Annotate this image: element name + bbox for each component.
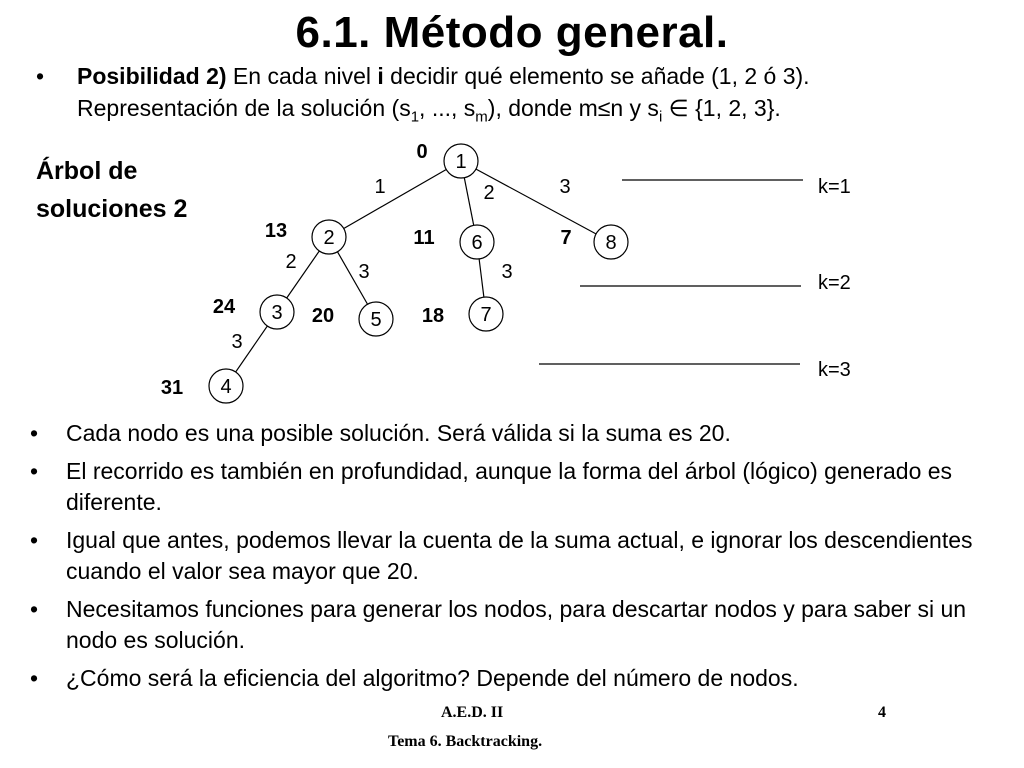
level-label: k=2 xyxy=(818,272,851,294)
tree-node-label: 1 xyxy=(455,151,467,173)
intro-text2: decidir qué elemento se añade (1, 2 ó 3). xyxy=(383,63,810,89)
edge-label: 3 xyxy=(231,331,243,353)
node-sum-label: 0 xyxy=(416,141,428,163)
footer-course: A.E.D. II xyxy=(441,704,504,721)
node-sum-label: 11 xyxy=(413,227,435,249)
node-sum-label: 31 xyxy=(160,377,184,399)
bullet-text: Cada nodo es una posible solución. Será válida si la suma es 20. xyxy=(66,420,731,446)
node-sum-label: 24 xyxy=(212,296,236,318)
intro-sub-m: m xyxy=(475,108,488,126)
level-label: k=1 xyxy=(818,176,851,198)
bullet-list xyxy=(30,418,1010,701)
footer-page-number: 4 xyxy=(878,704,886,721)
slide-title: 6.1. Método general. xyxy=(295,8,729,57)
edge-label: 1 xyxy=(374,176,386,198)
level-label: k=3 xyxy=(818,359,851,381)
bullet-item xyxy=(30,456,1010,518)
intro-line2-b: , ..., s xyxy=(419,95,476,121)
node-sum-label: 18 xyxy=(421,305,445,327)
bullet-mark: • xyxy=(30,665,39,691)
node-sum-label: 13 xyxy=(264,220,288,242)
bullet-mark: • xyxy=(36,63,45,89)
bullet-text: ¿Cómo será la eficiencia del algoritmo? Depende del número de nodos. xyxy=(66,665,799,691)
intro-line2-c: ), donde m≤n y s xyxy=(487,95,659,121)
bullet-item xyxy=(30,594,1010,656)
edge-label: 3 xyxy=(358,261,370,283)
edge-label: 3 xyxy=(559,176,571,198)
tree-title-line-2: soluciones 2 xyxy=(36,195,188,223)
bullet-mark: • xyxy=(30,458,39,484)
intro-text1: En cada nivel xyxy=(226,63,378,89)
intro-sub-1: 1 xyxy=(410,108,420,126)
node-sum-label: 7 xyxy=(560,227,572,249)
intro-line2-d: ∈ {1, 2, 3}. xyxy=(662,95,781,121)
edge-label: 2 xyxy=(483,182,495,204)
bullet-text: El recorrido es también en profundidad, aunque la forma del árbol (lógico) generado es diferente. xyxy=(66,458,953,515)
bullet-item xyxy=(30,418,1010,449)
node-sum-label: 20 xyxy=(311,305,335,327)
intro-sub-i: i xyxy=(658,108,663,126)
tree-node-label: 3 xyxy=(271,302,283,324)
bullet-item xyxy=(30,525,1010,587)
footer-topic: Tema 6. Backtracking. xyxy=(388,733,543,750)
tree-title-line-1: Árbol de xyxy=(36,157,138,185)
intro-bold-i: i xyxy=(377,63,384,89)
intro-bold-lead: Posibilidad 2) xyxy=(77,63,227,89)
bullet-mark: • xyxy=(30,527,39,553)
bullet-mark: • xyxy=(30,420,39,446)
bullet-text: Igual que antes, podemos llevar la cuenta de la suma actual, e ignorar los descendientes cuando el valor sea mayor que 20. xyxy=(66,527,973,584)
bullet-mark: • xyxy=(30,596,39,622)
bullet-text: Necesitamos funciones para generar los nodos, para descartar nodos y para saber si un nodo es solución. xyxy=(66,596,967,653)
tree-node-label: 8 xyxy=(605,232,617,254)
tree-node-label: 2 xyxy=(323,227,335,249)
intro-line2-a: Representación de la solución (s xyxy=(77,95,411,121)
edge-label: 3 xyxy=(501,261,513,283)
edge-label: 2 xyxy=(285,251,297,273)
tree-node-label: 7 xyxy=(480,304,492,326)
tree-edge xyxy=(329,161,461,237)
tree-node-label: 5 xyxy=(370,309,382,331)
bullet-item xyxy=(30,663,1010,694)
tree-node-label: 6 xyxy=(471,232,483,254)
tree-node-label: 4 xyxy=(220,376,232,398)
